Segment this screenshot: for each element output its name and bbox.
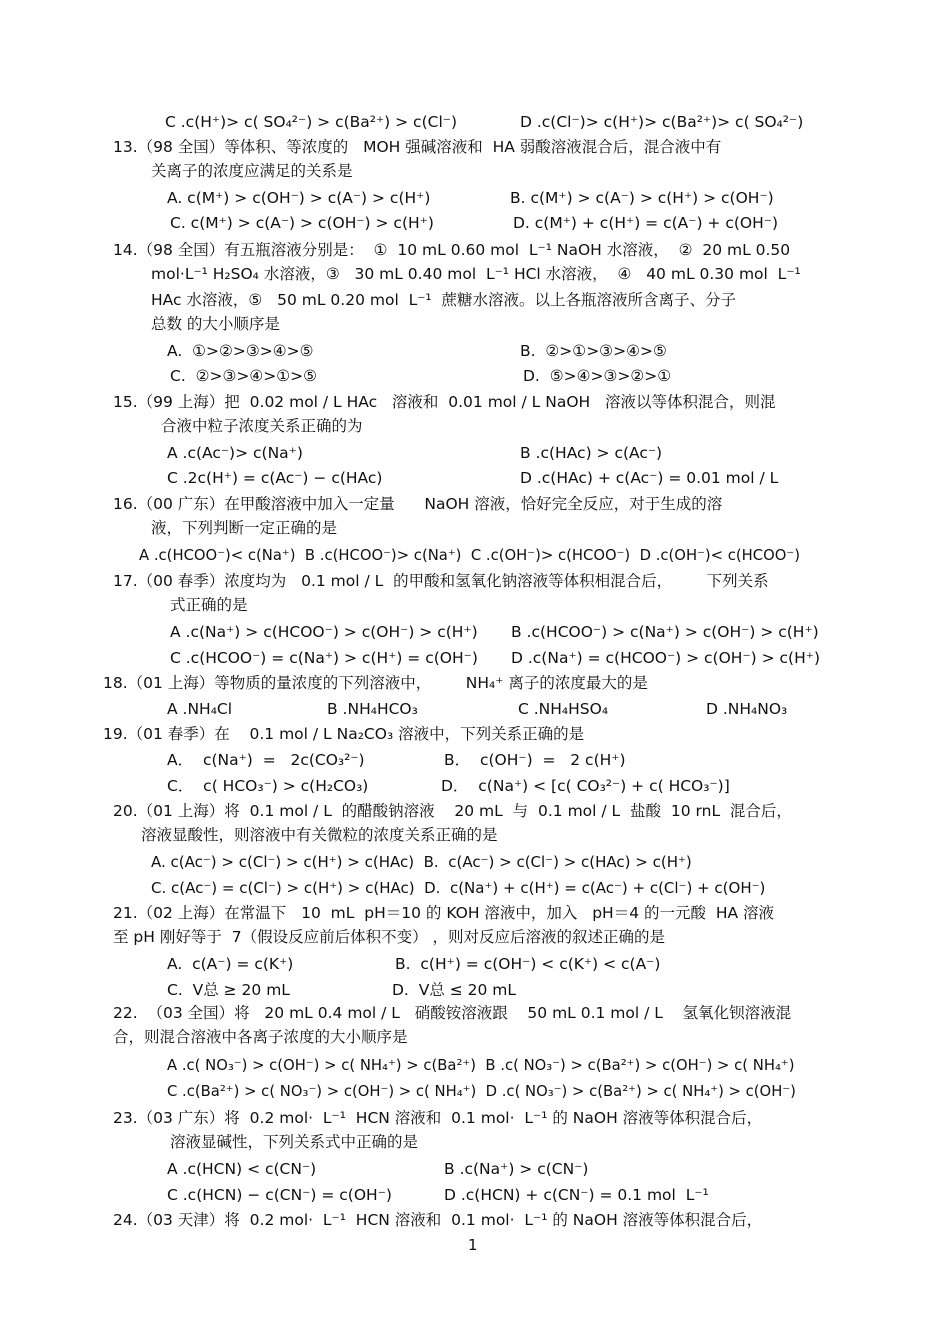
options-16: A .c(HCOO⁻)< c(Na⁺) B .c(HCOO⁻)> c(Na⁺) C .c(OH⁻)> c(HCOO⁻) D .c(OH⁻)< c(HCOO⁻) xyxy=(139,547,801,564)
question-18-stem: 18.（01 上海）等物质的量浓度的下列溶液中， NH₄⁺ 离子的浓度最大的是 xyxy=(103,674,648,692)
question-21-stem: 21.（02 上海）在常温下 10 mL pH＝10 的 KOH 溶液中，加入 pH＝4 的一元酸 HA 溶液 xyxy=(113,904,775,922)
question-23-stem-cont: 溶液显碱性，下列关系式中正确的是 xyxy=(170,1133,419,1151)
option-12d: D .c(Cl⁻)> c(H⁺)> c(Ba²⁺)> c( SO₄²⁻) xyxy=(520,113,804,131)
question-19-stem: 19.（01 春季）在 0.1 mol / L Na₂CO₃ 溶液中，下列关系正确的是 xyxy=(103,725,585,743)
question-20-stem: 20.（01 上海）将 0.1 mol / L 的醋酸钠溶液 20 mL 与 0.1 mol / L 盐酸 10 rnL 混合后， xyxy=(113,802,792,820)
option-17a: A .c(Na⁺) > c(HCOO⁻) > c(OH⁻) > c(H⁺) xyxy=(170,623,478,641)
question-20-stem-cont: 溶液显酸性，则溶液中有关微粒的浓度关系正确的是 xyxy=(141,826,498,844)
question-22-stem: 22. （03 全国）将 20 mL 0.4 mol / L 硝酸铵溶液跟 50 mL 0.1 mol / L 氢氧化钡溶液混 xyxy=(113,1004,792,1022)
question-23-stem: 23.（03 广东）将 0.2 mol· L⁻¹ HCN 溶液和 0.1 mol· L⁻¹ 的 NaOH 溶液等体积混合后， xyxy=(113,1109,763,1127)
option-14b: B. ②>①>③>④>⑤ xyxy=(520,342,667,360)
option-13d: D. c(M⁺) + c(H⁺) = c(A⁻) + c(OH⁻) xyxy=(513,214,778,232)
option-14c: C. ②>③>④>①>⑤ xyxy=(170,367,318,385)
question-16-stem-cont: 液，下列判断一定正确的是 xyxy=(151,519,338,537)
option-13a: A. c(M⁺) > c(OH⁻) > c(A⁻) > c(H⁺) xyxy=(167,189,431,207)
option-17c: C .c(HCOO⁻) = c(Na⁺) > c(H⁺) = c(OH⁻) xyxy=(170,649,478,667)
question-14-stem-cont-1: mol·L⁻¹ H₂SO₄ 水溶液，③ 30 mL 0.40 mol L⁻¹ HCl 水溶液， ④ 40 mL 0.30 mol L⁻¹ xyxy=(151,265,801,283)
option-15b: B .c(HAc) > c(Ac⁻) xyxy=(520,444,663,462)
options-20cd: C. c(Ac⁻) = c(Cl⁻) > c(H⁺) > c(HAc) D. c(Na⁺) + c(H⁺) = c(Ac⁻) + c(Cl⁻) + c(OH⁻) xyxy=(151,879,766,897)
question-22-stem-cont: 合，则混合溶液中各离子浓度的大小顺序是 xyxy=(113,1028,408,1046)
option-15d: D .c(HAc) + c(Ac⁻) = 0.01 mol / L xyxy=(520,469,779,487)
option-18a: A .NH₄Cl xyxy=(167,700,233,718)
question-14-stem: 14.（98 全国）有五瓶溶液分别是： ① 10 mL 0.60 mol L⁻¹ NaOH 水溶液， ② 20 mL 0.50 xyxy=(113,241,791,259)
option-12c: C .c(H⁺)> c( SO₄²⁻) > c(Ba²⁺) > c(Cl⁻) xyxy=(165,113,457,131)
question-17-stem-cont: 式正确的是 xyxy=(170,596,248,614)
option-19b: B． c(OH⁻) = 2 c(H⁺) xyxy=(444,751,626,769)
option-23b: B .c(Na⁺) > c(CN⁻) xyxy=(444,1160,589,1178)
option-17b: B .c(HCOO⁻) > c(Na⁺) > c(OH⁻) > c(H⁺) xyxy=(511,623,819,641)
option-19a: A． c(Na⁺) = 2c(CO₃²⁻) xyxy=(167,751,365,769)
question-14-stem-cont-2: HAc 水溶液，⑤ 50 mL 0.20 mol L⁻¹ 蔗糖水溶液。以上各瓶溶液所含离子、分子 xyxy=(151,291,736,309)
option-18d: D .NH₄NO₃ xyxy=(706,700,788,718)
option-23c: C .c(HCN) − c(CN⁻) = c(OH⁻) xyxy=(167,1186,392,1204)
option-14d: D. ⑤>④>③>②>① xyxy=(523,367,672,385)
option-21a: A. c(A⁻) = c(K⁺) xyxy=(167,955,294,973)
question-13-stem-cont: 关离子的浓度应满足的关系是 xyxy=(151,162,353,180)
option-17d: D .c(Na⁺) = c(HCOO⁻) > c(OH⁻) > c(H⁺) xyxy=(511,649,820,667)
option-21b: B. c(H⁺) = c(OH⁻) < c(K⁺) < c(A⁻) xyxy=(395,955,661,973)
page-number: 1 xyxy=(468,1236,478,1254)
question-15-stem-cont: 合液中粒子浓度关系正确的为 xyxy=(161,417,363,435)
option-13c: C. c(M⁺) > c(A⁻) > c(OH⁻) > c(H⁺) xyxy=(170,214,434,232)
option-14a: A. ①>②>③>④>⑤ xyxy=(167,342,314,360)
question-16-stem: 16.（00 广东）在甲酸溶液中加入一定量 NaOH 溶液，恰好完全反应，对于生成的溶 xyxy=(113,495,723,513)
option-21c: C. V总 ≥ 20 mL xyxy=(167,981,290,999)
option-18c: C .NH₄HSO₄ xyxy=(518,700,609,718)
option-13b: B. c(M⁺) > c(A⁻) > c(H⁺) > c(OH⁻) xyxy=(510,189,774,207)
question-24-stem: 24.（03 天津）将 0.2 mol· L⁻¹ HCN 溶液和 0.1 mol· L⁻¹ 的 NaOH 溶液等体积混合后， xyxy=(113,1211,763,1229)
question-15-stem: 15.（99 上海）把 0.02 mol / L HAc 溶液和 0.01 mol / L NaOH 溶液以等体积混合，则混 xyxy=(113,393,776,411)
option-19d: D． c(Na⁺) < [c( CO₃²⁻) + c( HCO₃⁻)] xyxy=(441,777,730,795)
option-19c: C． c( HCO₃⁻) > c(H₂CO₃) xyxy=(167,777,369,795)
options-22cd: C .c(Ba²⁺) > c( NO₃⁻) > c(OH⁻) > c( NH₄⁺) D .c( NO₃⁻) > c(Ba²⁺) > c( NH₄⁺) > c(OH⁻) xyxy=(167,1083,796,1100)
option-21d: D. V总 ≤ 20 mL xyxy=(392,981,517,999)
question-17-stem: 17.（00 春季）浓度均为 0.1 mol / L 的甲酸和氢氧化钠溶液等体积相混合后， 下列关系 xyxy=(113,572,769,590)
question-21-stem-cont: 至 pH 刚好等于 7（假设反应前后体积不变） ，则对反应后溶液的叙述正确的是 xyxy=(113,928,665,946)
option-23a: A .c(HCN) < c(CN⁻) xyxy=(167,1160,317,1178)
options-20ab: A. c(Ac⁻) > c(Cl⁻) > c(H⁺) > c(HAc) B. c(Ac⁻) > c(Cl⁻) > c(HAc) > c(H⁺) xyxy=(151,853,692,871)
question-13-stem: 13.（98 全国）等体积、等浓度的 MOH 强碱溶液和 HA 弱酸溶液混合后，混合液中有 xyxy=(113,138,722,156)
option-15a: A .c(Ac⁻)> c(Na⁺) xyxy=(167,444,303,462)
option-18b: B .NH₄HCO₃ xyxy=(327,700,418,718)
option-23d: D .c(HCN) + c(CN⁻) = 0.1 mol L⁻¹ xyxy=(444,1186,709,1204)
question-14-stem-cont-3: 总数 的大小顺序是 xyxy=(151,315,280,333)
options-22ab: A .c( NO₃⁻) > c(OH⁻) > c( NH₄⁺) > c(Ba²⁺) B .c( NO₃⁻) > c(Ba²⁺) > c(OH⁻) > c( NH₄⁺) xyxy=(167,1057,795,1074)
option-15c: C .2c(H⁺) = c(Ac⁻) − c(HAc) xyxy=(167,469,383,487)
